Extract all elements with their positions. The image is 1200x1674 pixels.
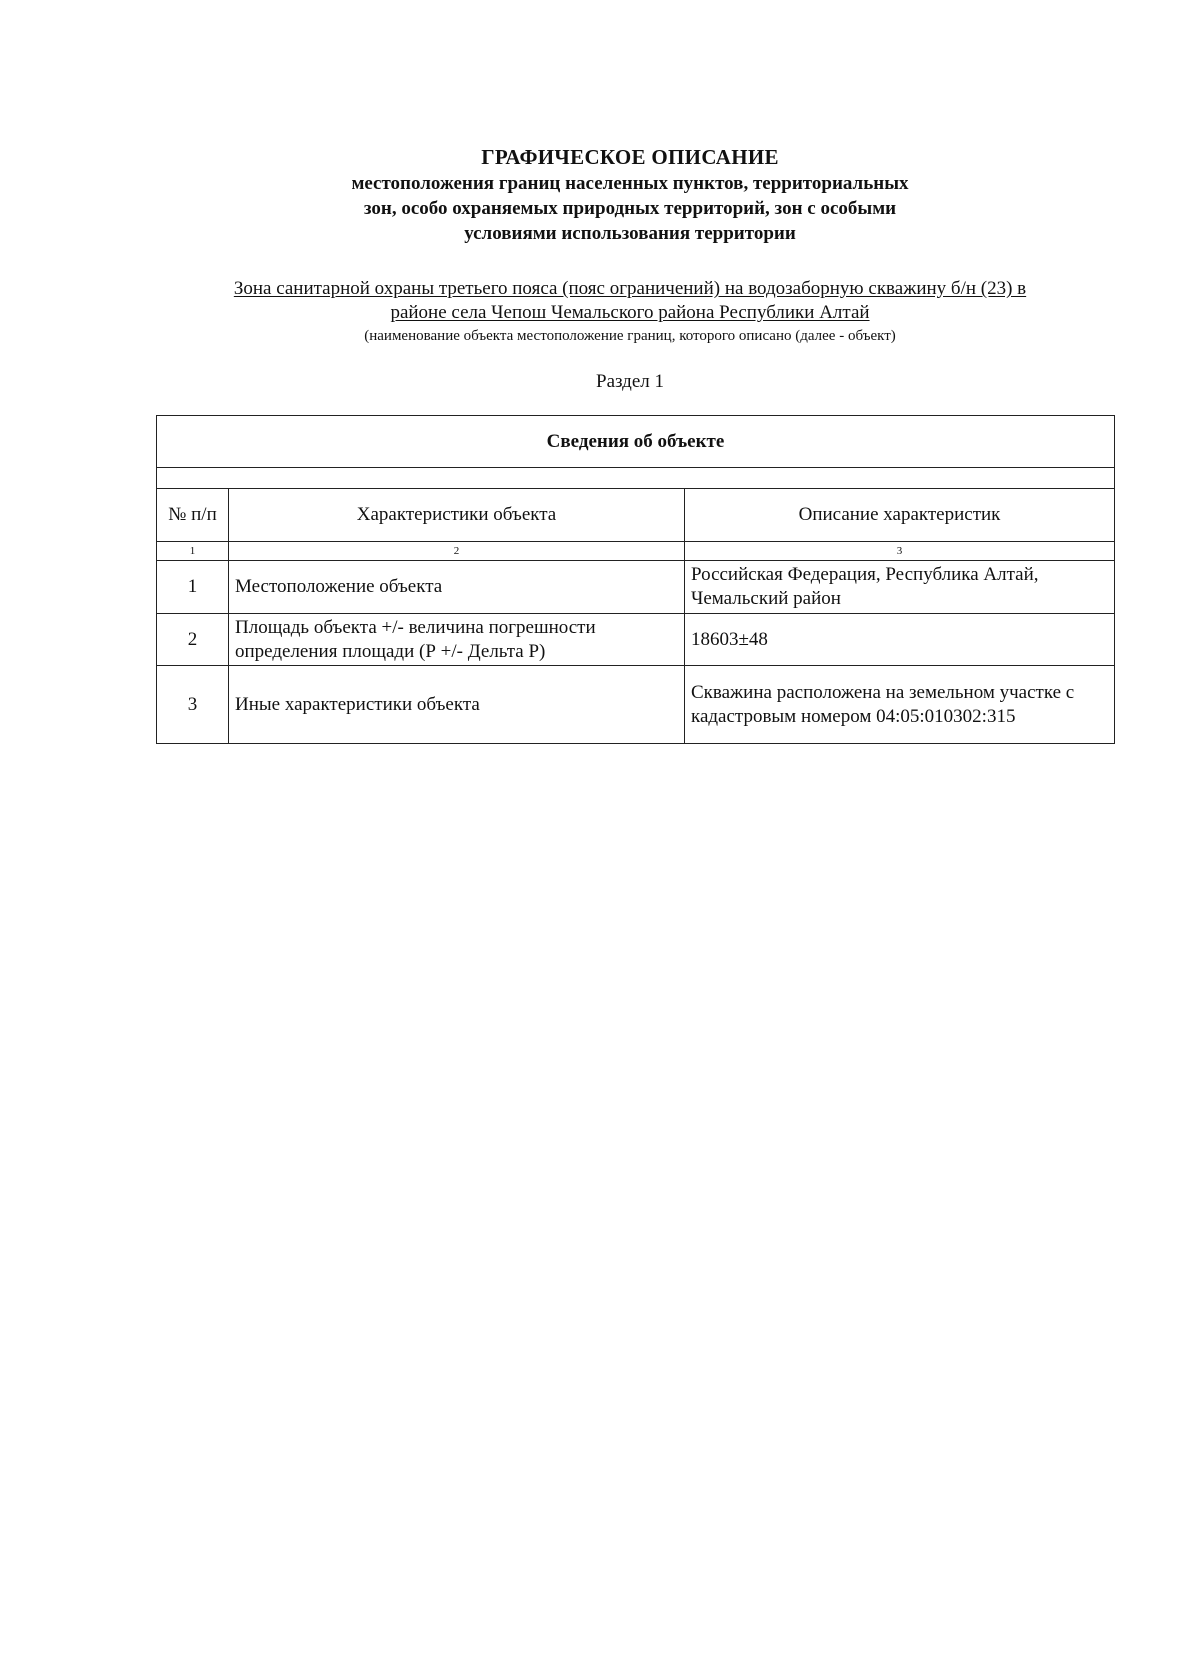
- row-description: Скважина расположена на земельном участке с кадастровым номером 04:05:010302:315: [685, 666, 1115, 744]
- document-subtitle-line: местоположения границ населенных пунктов, территориальных: [351, 173, 909, 194]
- row-description: Российская Федерация, Республика Алтай, Чемальский район: [685, 561, 1115, 614]
- table-row: [157, 666, 1115, 744]
- column-number: 2: [229, 542, 685, 561]
- section-label: Раздел 1: [596, 371, 664, 392]
- object-name-line: районе села Чепош Чемальского района Республики Алтай: [390, 302, 870, 323]
- header-characteristic: Характеристики объекта: [229, 489, 685, 542]
- table-spacer-cell: [157, 468, 1115, 489]
- object-name-caption: (наименование объекта местоположение границ, которого описано (далее - объект): [364, 328, 896, 344]
- row-characteristic: Иные характеристики объекта: [229, 666, 685, 744]
- table-caption: Сведения об объекте: [157, 416, 1115, 468]
- row-number: 1: [157, 561, 229, 614]
- object-name-line: Зона санитарной охраны третьего пояса (пояс ограничений) на водозаборную скважину б/н (23) в: [233, 278, 1027, 299]
- column-number: 3: [685, 542, 1115, 561]
- table-row: [157, 614, 1115, 666]
- column-number-row: [157, 542, 1115, 561]
- table-header-row: [157, 489, 1115, 542]
- header-description: Описание характеристик: [685, 489, 1115, 542]
- row-description: 18603±48: [685, 614, 1115, 666]
- title-block: [150, 143, 1110, 246]
- row-characteristic: Площадь объекта +/- величина погрешности определения площади (Р +/- Дельта Р): [229, 614, 685, 666]
- header-number: № п/п: [157, 489, 229, 542]
- object-name: [150, 277, 1110, 325]
- document-subtitle-line: зон, особо охраняемых природных территорий, зон с особыми: [363, 198, 897, 219]
- document-subtitle-line: условиями использования территории: [464, 223, 796, 244]
- document-title: ГРАФИЧЕСКОЕ ОПИСАНИЕ: [481, 145, 779, 169]
- row-number: 3: [157, 666, 229, 744]
- table-row: [157, 561, 1115, 614]
- table-spacer-row: [157, 468, 1115, 489]
- row-number: 2: [157, 614, 229, 666]
- column-number: 1: [157, 542, 229, 561]
- table-caption-row: [157, 416, 1115, 468]
- object-info-table: [156, 415, 1115, 744]
- row-characteristic: Местоположение объекта: [229, 561, 685, 614]
